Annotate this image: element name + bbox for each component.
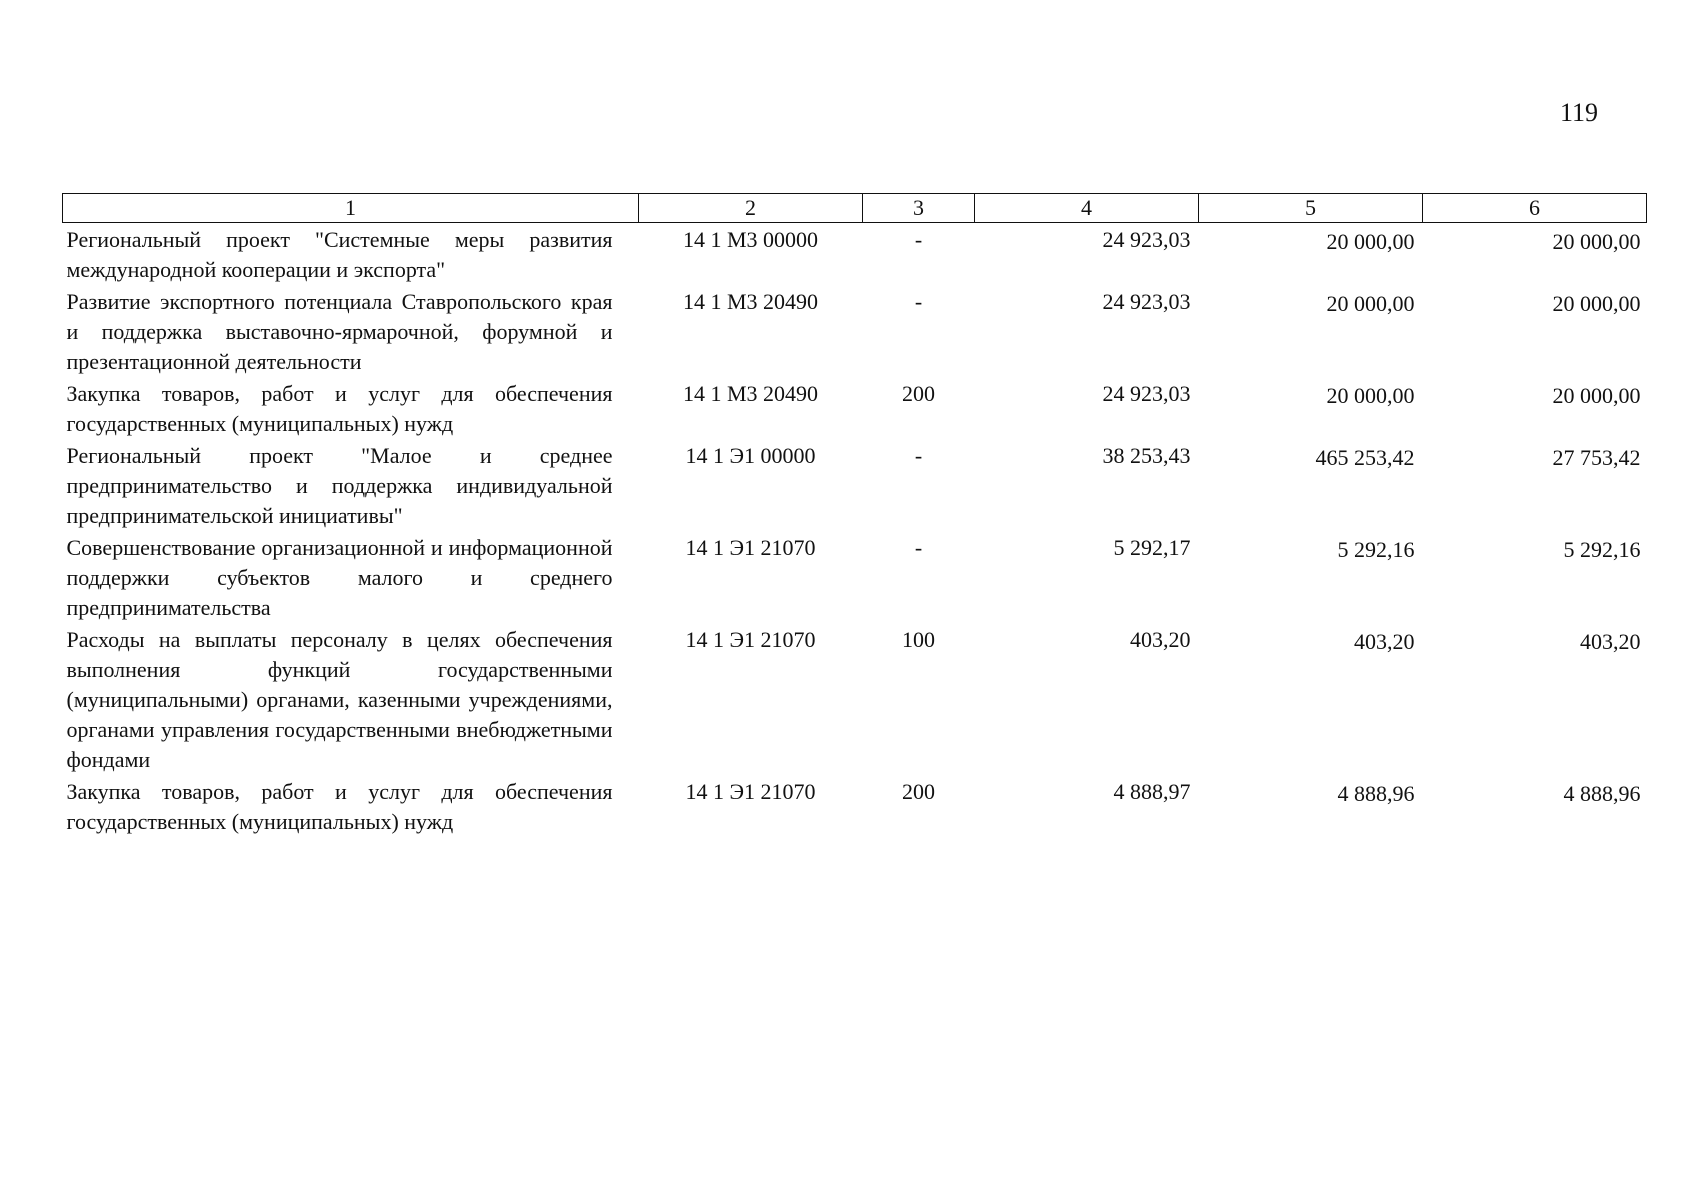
row-value-4: 24 923,03: [1102, 381, 1191, 406]
row-value-5: [1199, 285, 1423, 377]
row-name: Совершенствование организационной и информационной поддержки субъектов малого и среднего предпринимательства: [66, 535, 613, 620]
row-value-5: [1199, 775, 1423, 837]
row-value-4: 38 253,43: [1102, 443, 1191, 468]
row-code: 14 1 Э1 21070: [685, 535, 816, 560]
row-value-4: 4 888,97: [1113, 779, 1191, 804]
row-value-6-text: 20 000,00: [1552, 291, 1641, 316]
row-type: 100: [902, 627, 935, 652]
row-value-6-text: 20 000,00: [1552, 383, 1641, 408]
header-col-4: 4: [975, 194, 1199, 223]
row-value-5-text: 20 000,00: [1326, 383, 1415, 408]
row-value-6-text: 20 000,00: [1552, 229, 1641, 254]
row-name: Закупка товаров, работ и услуг для обеспечения государственных (муниципальных) нужд: [66, 381, 613, 436]
table-row: [63, 531, 1647, 623]
page-number: 119: [1560, 98, 1599, 127]
row-value-6: [1423, 285, 1647, 377]
header-col-3: 3: [863, 194, 975, 223]
row-value-6: [1423, 439, 1647, 531]
row-value-6: [1423, 531, 1647, 623]
row-value-5: [1199, 223, 1423, 286]
row-value-6: [1423, 775, 1647, 837]
row-value-4: 24 923,03: [1102, 227, 1191, 252]
row-value-5-text: 403,20: [1354, 629, 1415, 654]
row-code: 14 1 Э1 21070: [685, 627, 816, 652]
header-col-1: 1: [63, 194, 639, 223]
row-value-4: 403,20: [1130, 627, 1191, 652]
header-col-5: 5: [1199, 194, 1423, 223]
table-header-row: [63, 194, 1647, 223]
row-value-5: [1199, 377, 1423, 439]
row-name: Закупка товаров, работ и услуг для обеспечения государственных (муниципальных) нужд: [66, 779, 613, 834]
row-value-5-text: 5 292,16: [1337, 537, 1415, 562]
row-code: 14 1 Э1 21070: [685, 779, 816, 804]
row-value-6: [1423, 223, 1647, 286]
table-row: [63, 439, 1647, 531]
row-value-5: [1199, 439, 1423, 531]
row-code: 14 1 М3 20490: [682, 381, 819, 406]
row-type: -: [914, 443, 923, 468]
row-value-6: [1423, 377, 1647, 439]
row-code: 14 1 Э1 00000: [685, 443, 816, 468]
table-row: [63, 285, 1647, 377]
row-code: 14 1 М3 00000: [682, 227, 819, 252]
row-value-5-text: 20 000,00: [1326, 229, 1415, 254]
row-type: -: [914, 227, 923, 252]
row-name: Расходы на выплаты персоналу в целях обеспечения выполнения функций государственными (муниципальными) органами, казенными учреждениями, органами управления государственными внебюджетными фондами: [66, 627, 613, 772]
row-value-5-text: 465 253,42: [1315, 445, 1415, 470]
row-value-5: [1199, 623, 1423, 775]
row-value-6-text: 4 888,96: [1563, 781, 1641, 806]
table-row: [63, 623, 1647, 775]
row-value-5-text: 20 000,00: [1326, 291, 1415, 316]
row-value-5-text: 4 888,96: [1337, 781, 1415, 806]
row-type: -: [914, 535, 923, 560]
row-value-6-text: 403,20: [1580, 629, 1641, 654]
row-value-4: 5 292,17: [1113, 535, 1191, 560]
row-value-5: [1199, 531, 1423, 623]
row-name: Региональный проект "Малое и среднее предпринимательство и поддержка индивидуальной предпринимательской инициативы": [66, 443, 613, 528]
row-value-6: [1423, 623, 1647, 775]
row-name: Региональный проект "Системные меры развития международной кооперации и экспорта": [66, 227, 613, 282]
header-col-6: 6: [1423, 194, 1647, 223]
header-col-2: 2: [639, 194, 863, 223]
row-type: -: [914, 289, 923, 314]
row-name: Развитие экспортного потенциала Ставропольского края и поддержка выставочно-ярмарочной, форумной и презентационной деятельности: [66, 289, 613, 374]
row-code: 14 1 М3 20490: [682, 289, 819, 314]
table-row: [63, 377, 1647, 439]
table-row: [63, 775, 1647, 837]
row-type: 200: [902, 779, 935, 804]
row-value-6-text: 5 292,16: [1563, 537, 1641, 562]
row-value-6-text: 27 753,42: [1552, 445, 1641, 470]
budget-table: [62, 193, 1647, 837]
row-type: 200: [902, 381, 935, 406]
row-value-4: 24 923,03: [1102, 289, 1191, 314]
table-row: [63, 223, 1647, 286]
